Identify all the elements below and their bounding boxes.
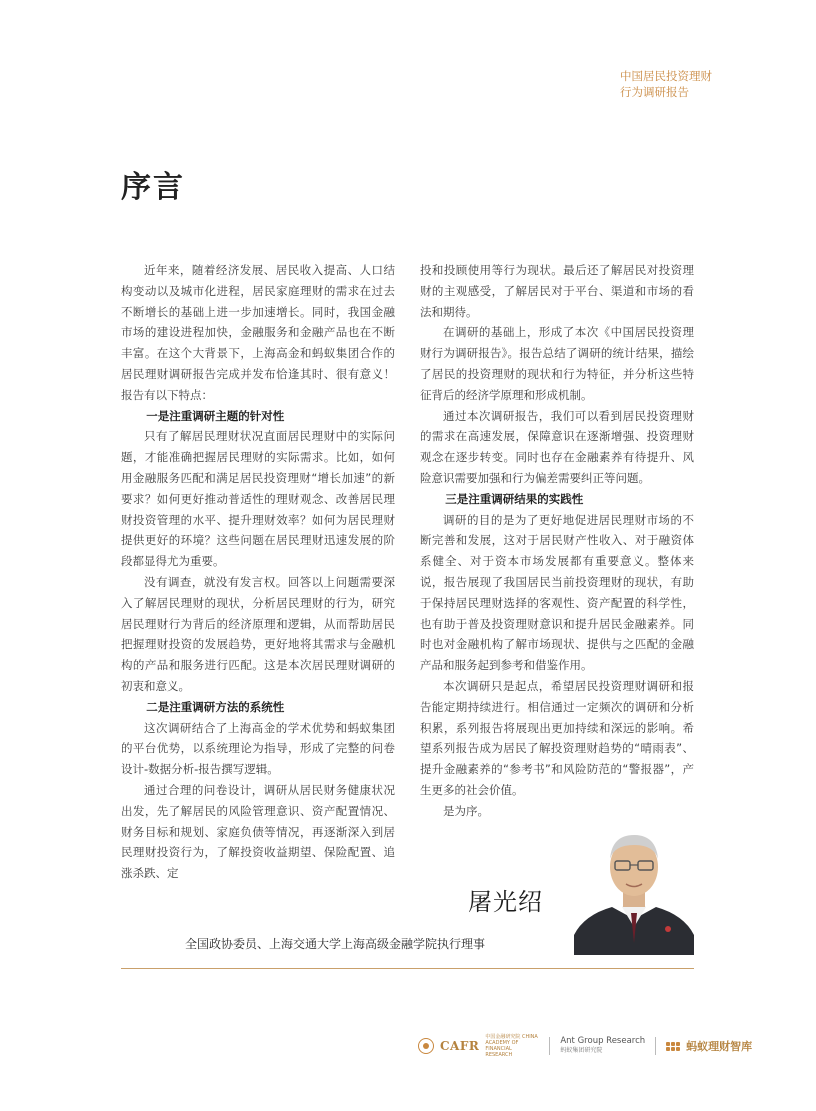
ant-group-research-logo [560, 1037, 645, 1055]
paragraph: 本次调研只是起点，希望居民投资理财调研和报告能定期持续进行。相信通过一定频次的调研和分析积累，系列报告将展现出更加持续和深远的影响。希望系列报告成为居民了解投资理财趋势的“晴雨表”、提升金融素养的“参考书”和风险防范的“警报器”，产生更多的社会价值。 [420, 678, 694, 797]
footer-logos [418, 1034, 752, 1058]
ant-wealth-thinktank-logo: 蚂蚁理财智库 [686, 1040, 753, 1053]
logo-separator [655, 1037, 656, 1055]
divider [121, 968, 694, 969]
cafr-logo: CAFR [440, 1039, 480, 1053]
section-heading: 三是注重调研结果的实践性 [445, 491, 584, 506]
ant-group-research-cn: 蚂蚁集团研究院 [560, 1047, 603, 1054]
right-column [420, 260, 694, 822]
paragraph: 调研的目的是为了更好地促进居民理财市场的不断完善和发展，这对于居民财产性收入、对于融资体系健全、对于资本市场发展都有重要意义。整体来说，报告展现了我国居民当前投资理财的现状，有助于保持居民理财选择的客观性、资产配置的科学性，也有助于普及投资理财意识和提升居民金融素养。同时也对金融机构了解市场现状、提供与之匹配的金融产品和服务起到参考和借鉴作用。 [420, 512, 694, 673]
paragraph: 近年来，随着经济发展、居民收入提高、人口结构变动以及城市化进程，居民家庭理财的需求在过去不断增长的基础上进一步加速增长。同时，我国金融市场的建设进程加快，金融服务和金融产品也在不断丰富。在这个大背景下，上海高金和蚂蚁集团合作的居民理财调研报告完成并发布恰逢其时、很有意义！报告有以下特点： [121, 263, 395, 402]
report-tag [620, 68, 750, 100]
ant-dots-icon [666, 1042, 680, 1051]
report-tag-line2: 行为调研报告 [620, 85, 689, 99]
paragraph: 没有调查，就没有发言权。回答以上问题需要深入了解居民理财的现状，分析居民理财的行为，研究居民理财行为背后的经济原理和逻辑，从而帮助居民把握理财投资的发展趋势，更好地将其需求与金融机构的产品和服务进行匹配。这是本次居民理财调研的初衷和意义。 [121, 574, 395, 693]
cafr-logo-subtitle: 中国金融研究院 CHINA ACADEMY OF FINANCIAL RESEARCH [485, 1034, 538, 1058]
section-heading: 二是注重调研方法的系统性 [146, 699, 285, 714]
paragraph: 在调研的基础上，形成了本次《中国居民投资理财行为调研报告》。报告总结了调研的统计结果，描绘了居民的投资理财的现状和行为特征，并分析这些特征背后的经济学原理和形成机制。 [420, 325, 694, 402]
page-title: 序言 [121, 170, 185, 205]
author-name: 屠光绍 [468, 888, 543, 916]
cafr-seal-icon [418, 1038, 434, 1054]
paragraph: 是为序。 [443, 803, 489, 818]
section-heading: 一是注重调研主题的针对性 [146, 408, 285, 423]
logo-separator [549, 1037, 550, 1055]
paragraph-continued: 投和投顾使用等行为现状。最后还了解居民对投资理财的主观感受，了解居民对于平台、渠道和市场的看法和期待。 [420, 263, 694, 319]
report-tag-line1: 中国居民投资理财 [620, 69, 712, 83]
paragraph: 这次调研结合了上海高金的学术优势和蚂蚁集团的平台优势，以系统理论为指导，形成了完整的问卷设计-数据分析-报告撰写逻辑。 [121, 720, 395, 777]
paragraph: 通过合理的问卷设计，调研从居民财务健康状况出发，先了解居民的风险管理意识、资产配置情况、财务目标和规划、家庭负债等情况，再逐渐深入到居民理财投资行为，了解投资收益期望、保险配置、追涨杀跌、定 [121, 782, 395, 881]
paragraph: 只有了解居民理财状况直面居民理财中的实际问题，才能准确把握居民理财的实际需求。比如，如何用金融服务匹配和满足居民投资理财“增长加速”的新要求？如何更好推动普适性的理财观念、改善居民理财投资管理的水平、提升理财效率？如何为居民理财提供更好的环境？这些问题在居民理财迅速发展的阶段都显得尤为重要。 [121, 429, 395, 569]
left-column [121, 260, 395, 884]
ant-group-research-en: Ant Group Research [560, 1036, 646, 1046]
paragraph: 通过本次调研报告，我们可以看到居民投资理财的需求在高速发展，保障意识在逐渐增强、投资理财观念在逐步转变。同时也存在金融素养有待提升、风险意识需要加强和行为偏差需要纠正等问题。 [420, 408, 694, 485]
author-title: 全国政协委员、上海交通大学上海高级金融学院执行理事 [185, 937, 486, 951]
author-portrait [574, 823, 694, 955]
